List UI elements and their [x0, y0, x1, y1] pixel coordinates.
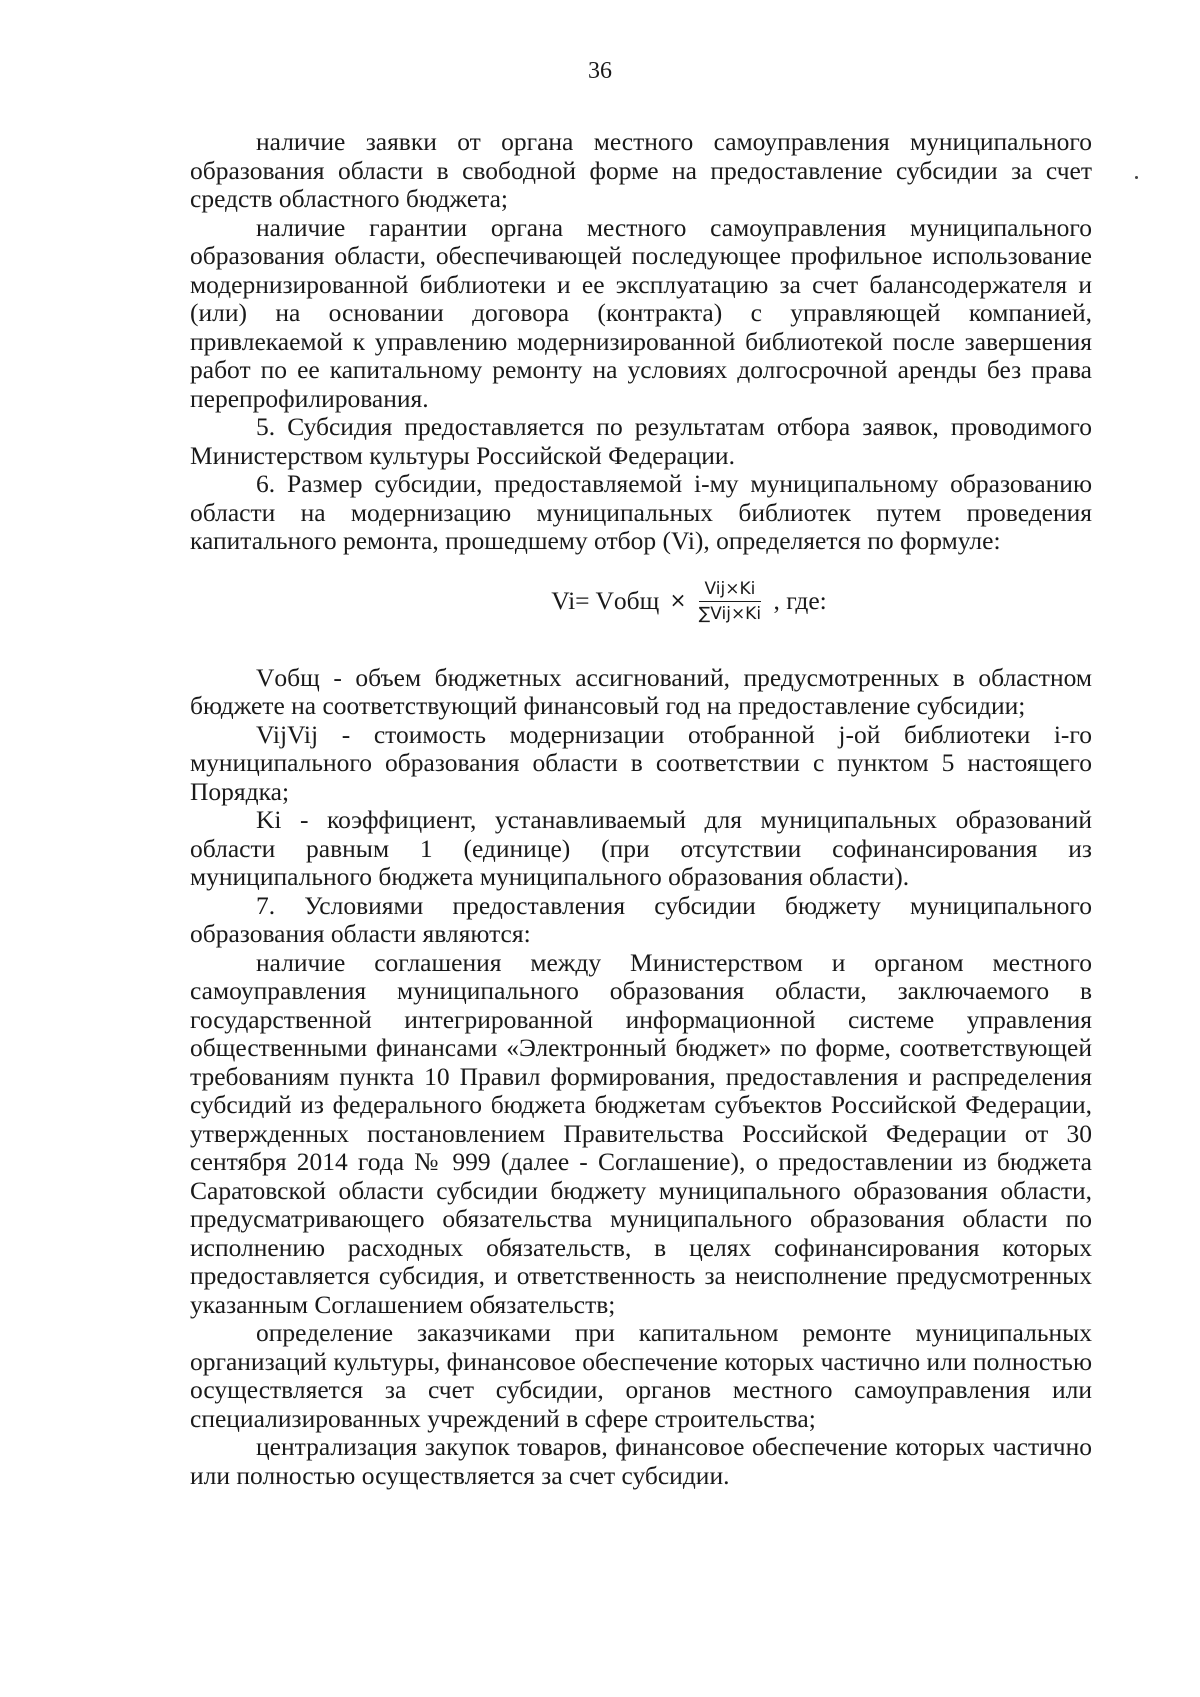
- definition-term: Ki: [256, 805, 282, 834]
- page-number: 36: [588, 58, 612, 84]
- paragraph: наличие соглашения между Министерством и органом местного самоуправления муниципального образования области, заключаемого в государственной интегрированной информационной системе управления общественными финансами «Электронный бюджет» по форме, соответствующей требованиям пункта 10 Правил формирования, предоставления и распределения субсидий из федерального бюджета бюджетам субъектов Российской Федерации, утвержденных постановлением Правительства Российской Федерации от 30 сентября 2014 года № 999 (далее - Соглашение), о предоставлении из бюджета Саратовской области субсидии бюджету муниципального образования области, предусматривающего обязательства муниципального образования области по исполнению расходных обязательств, в целях софинансирования которых предоставляется субсидия, и ответственность за неисполнение предусмотренных указанным Соглашением обязательств;: [190, 947, 1092, 1319]
- definition-vij: [190, 721, 1092, 807]
- formula-suffix: , где:: [773, 585, 827, 615]
- paragraph: определение заказчиками при капитальном ремонте муниципальных организаций культуры, финансовое обеспечение которых частично или полностью осуществляется за счет субсидии, органов местного самоуправления или специализированных учреждений в сфере строительства;: [190, 1318, 1092, 1433]
- formula-lhs: Vi= Vобщ: [551, 585, 660, 615]
- definition-text: - объем бюджетных ассигнований, предусмотренных в областном бюджете на соответствующий финансовый год на предоставление субсидии;: [190, 662, 1092, 720]
- margin-mark: [1135, 176, 1138, 179]
- definition-text: - коэффициент, устанавливаемый для муниципальных образований области равным 1 (единице) (при отсутствии софинансирования из муниципального бюджета муниципального образования области).: [190, 805, 1092, 891]
- subsidy-formula: [286, 578, 1092, 636]
- formula-times: ×: [669, 587, 687, 612]
- formula-denominator: ∑Vij×Ki: [698, 603, 762, 624]
- document-body: [190, 128, 1092, 1490]
- paragraph: 6. Размер субсидии, предоставляемой i-му муниципальному образованию области на модернизацию муниципальных библиотек путем проведения капитального ремонта, прошедшему отбор (Vi), определяется по формуле:: [190, 469, 1092, 555]
- definition-vobsch: [190, 664, 1092, 721]
- definition-text: - стоимость модернизации отобранной j-ой библиотеки i-го муниципального образования области в соответствии с пунктом 5 настоящего Порядка;: [190, 719, 1092, 806]
- definition-term: VijVij: [256, 719, 319, 749]
- paragraph: 5. Субсидия предоставляется по результатам отбора заявок, проводимого Министерством культуры Российской Федерации.: [190, 412, 1092, 470]
- definition-term: Vобщ: [256, 662, 320, 692]
- paragraph: централизация закупок товаров, финансовое обеспечение которых частично или полностью осуществляется за счет субсидии.: [190, 1432, 1092, 1490]
- paragraph: наличие гарантии органа местного самоуправления муниципального образования области, обеспечивающей последующее профильное использование модернизированной библиотеки и ее эксплуатацию за счет балансодержателя и (или) на основании договора (контракта) с управляющей компанией, привлекаемой к управлению модернизированной библиотекой после завершения работ по ее капитальному ремонту на условиях долгосрочной аренды без права перепрофилирования.: [190, 212, 1092, 413]
- paragraph: наличие заявки от органа местного самоуправления муниципального образования области в свободной форме на предоставление субсидии за счет средств областного бюджета;: [190, 127, 1092, 213]
- definition-ki: [190, 806, 1092, 892]
- formula-fraction: [699, 578, 761, 625]
- formula-numerator: Vij×Ki: [699, 578, 761, 602]
- paragraph: 7. Условиями предоставления субсидии бюджету муниципального образования области являются:: [190, 890, 1092, 948]
